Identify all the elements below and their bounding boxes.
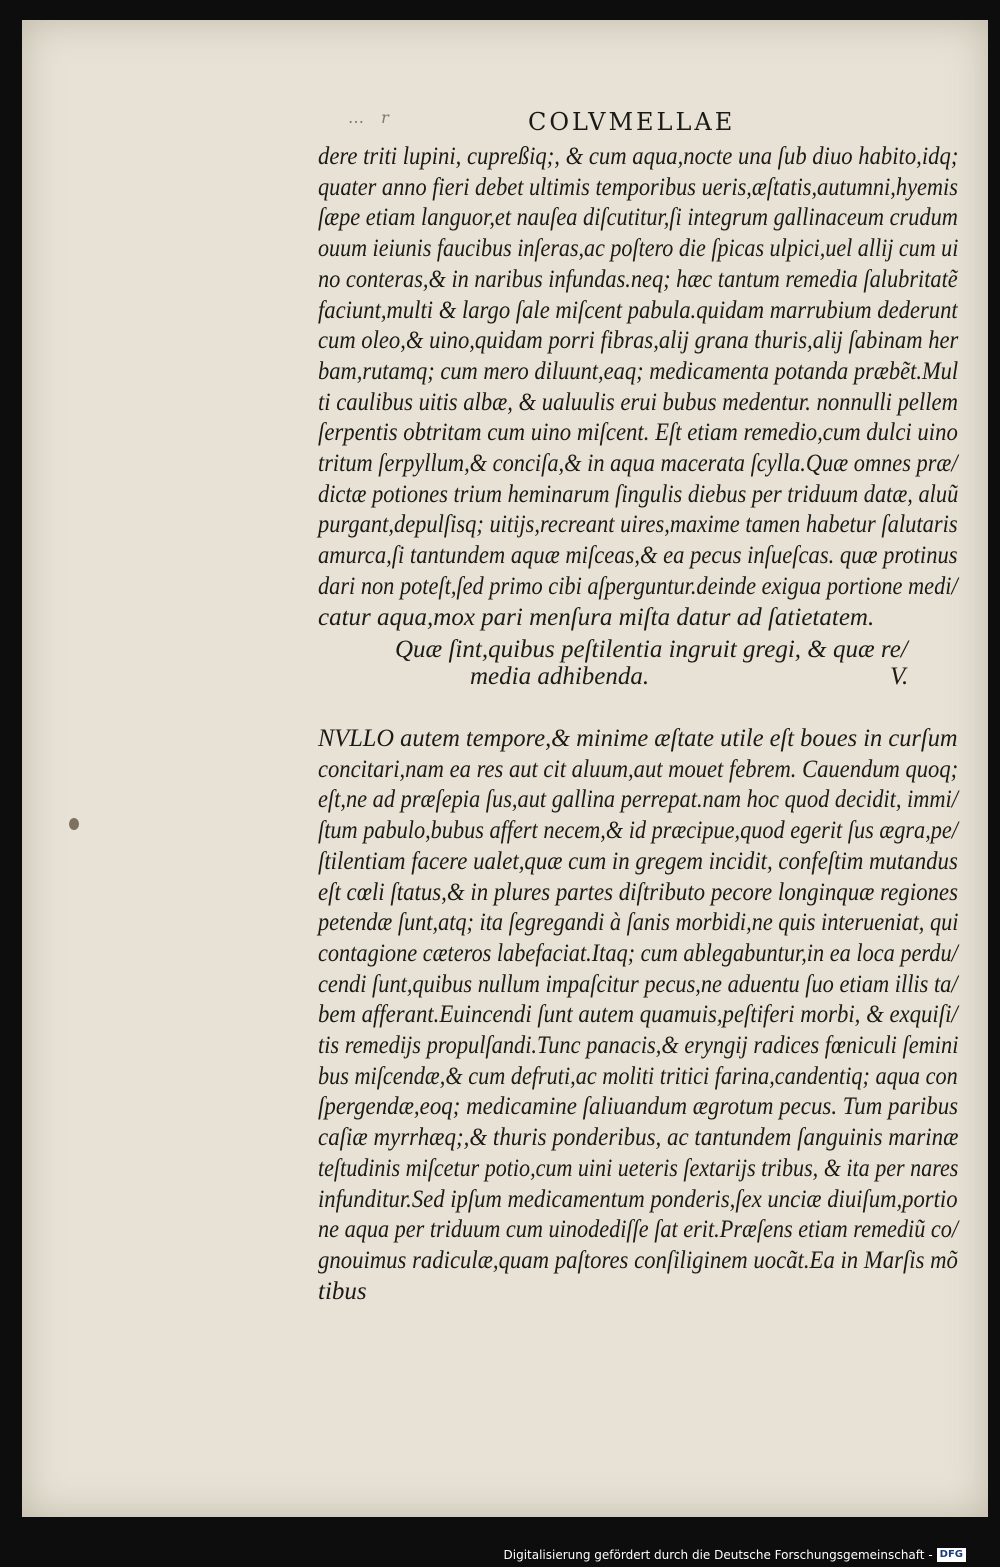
text-line: tritum ſerpyllum,& conciſa,& in aqua macerata ſcylla.Quæ omnes præ/ bbox=[318, 450, 958, 478]
text-line: dere triti lupini, cupreßiq;, & cum aqua,nocte una ſub diuo habito,idq; bbox=[318, 143, 959, 170]
text-line: tibus bbox=[318, 1277, 367, 1305]
text-line: quater anno fieri debet ultimis temporibus ueris,æſtatis,autumni,hyemis bbox=[318, 173, 958, 201]
text-line: NVLLO autem tempore,& minime æſtate utile eſt boues in curſum bbox=[318, 725, 958, 752]
text-line: dari non poteſt,ſed primo cibi aſperguntur.deinde exigua portione medi/ bbox=[318, 572, 958, 600]
paragraph-2 bbox=[318, 724, 958, 1307]
footer-credit-text: Digitalisierung gefördert durch die Deutsche Forschungsgemeinschaft - bbox=[503, 1548, 933, 1562]
text-line: teſtudinis miſcetur potio,cum uini ueteris ſextarijs tribus, & ita per nares bbox=[318, 1154, 959, 1182]
footer-credit bbox=[504, 1545, 967, 1565]
text-line: infunditur.Sed ipſum medicamentum ponderis,ſex unciæ diuiſum,portio bbox=[318, 1185, 958, 1213]
text-line: eſt,ne ad præſepia ſus,aut gallina perrepat.nam hoc quod decidit, immi/ bbox=[318, 786, 958, 814]
text-line: ne aqua per triduum cum uinodediſſe ſat erit.Præſens etiam remediũ co/ bbox=[318, 1216, 959, 1244]
text-line: concitari,nam ea res aut cit aluum,aut mouet febrem. Cauendum quoq; bbox=[318, 755, 959, 783]
text-line: ouum ieiunis faucibus inſeras,ac poſtero die ſpicas ulpici,uel allij cum ui bbox=[318, 235, 959, 263]
header-marks: … r bbox=[348, 108, 395, 127]
dfg-logo: DFG bbox=[937, 1548, 966, 1562]
text-line: ſerpentis obtritam cum uino miſcent. Eſt etiam remedio,cum dulci uino bbox=[318, 419, 958, 447]
text-line: amurca,ſi tantundem aquæ miſceas,& ea pecus inſueſcas. quæ protinus bbox=[318, 542, 958, 570]
text-line: dictæ potiones trium heminarum ſingulis diebus per triduum datæ, aluũ bbox=[318, 480, 959, 508]
text-line: ti caulibus uitis albæ, & ualuulis erui bubus medentur. nonnulli pellem bbox=[318, 388, 958, 416]
text-line: bam,rutamq; cum mero diluunt,eaq; medicamenta potanda præbẽt.Mul bbox=[318, 357, 959, 385]
chapter-number: V. bbox=[890, 663, 909, 690]
text-line: bem afferant.Euincendi ſunt autem quamuis,peſtiferi morbi, & exquiſi/ bbox=[318, 1001, 958, 1029]
text-line: cendi ſunt,quibus nullum impaſcitur pecus,ne aduentu ſuo etiam illis ta/ bbox=[318, 970, 958, 998]
text-line: ſtum pabulo,bubus affert necem,& id præcipue,quod egerit ſus ægra,pe/ bbox=[318, 817, 958, 845]
text-line: caſiæ myrrhæq;,& thuris ponderibus, ac tantundem ſanguinis marinæ bbox=[318, 1124, 959, 1152]
chapter-heading-line-1: Quæ ſint,quibus peſtilentia ingruit gregi, & quæ re/ bbox=[395, 636, 908, 663]
chapter-heading-line-2: media adhibenda. bbox=[470, 663, 650, 690]
text-line: catur aqua,mox pari menſura miſta datur ad ſatietatem. bbox=[318, 603, 875, 631]
text-line: faciunt,multi & largo ſale miſcent pabula.quidam marrubium dederunt bbox=[318, 296, 958, 324]
running-head: COLVMELLAE bbox=[528, 108, 736, 136]
text-line: bus miſcendæ,& cum defruti,ac moliti tritici farina,candentiq; aqua con bbox=[318, 1062, 958, 1090]
text-line: ſpergendæ,eoq; medicamine ſaliuandum ægrotum pecus. Tum paribus bbox=[318, 1093, 959, 1121]
text-line: no conteras,& in naribus infundas.neq; hæc tantum remedia ſalubritatẽ bbox=[318, 265, 958, 293]
text-line: tis remedijs propulſandi.Tunc panacis,& eryngij radices fœniculi ſemini bbox=[318, 1032, 959, 1060]
text-line: cum oleo,& uino,quidam porri fibras,alij grana thuris,alij ſabinam her bbox=[318, 327, 959, 355]
text-line: ſtilentiam facere ualet,quæ cum in gregem incidit, confeſtim mutandus bbox=[318, 847, 958, 875]
page-stain-dot bbox=[69, 818, 79, 830]
text-line: contagione cæteros labefaciat.Itaq; cum ablegabuntur,in ea loca perdu/ bbox=[318, 939, 958, 967]
text-line: eſt cœli ſtatus,& in plures partes diſtributo pecore longinquæ regiones bbox=[318, 878, 958, 906]
text-line: gnouimus radiculæ,quam paſtores conſiliginem uocãt.Ea in Marſis mõ bbox=[318, 1246, 958, 1274]
text-line: purgant,depulſisq; uitijs,recreant uires,maxime tamen habetur ſalutaris bbox=[318, 511, 958, 539]
text-line: petendæ ſunt,atq; ita ſegregandi à ſanis morbidi,ne quis interueniat, qui bbox=[318, 909, 959, 937]
text-line: ſæpe etiam languor,et nauſea diſcutitur,ſi integrum gallinaceum crudum bbox=[318, 204, 958, 232]
paragraph-1 bbox=[318, 142, 958, 633]
